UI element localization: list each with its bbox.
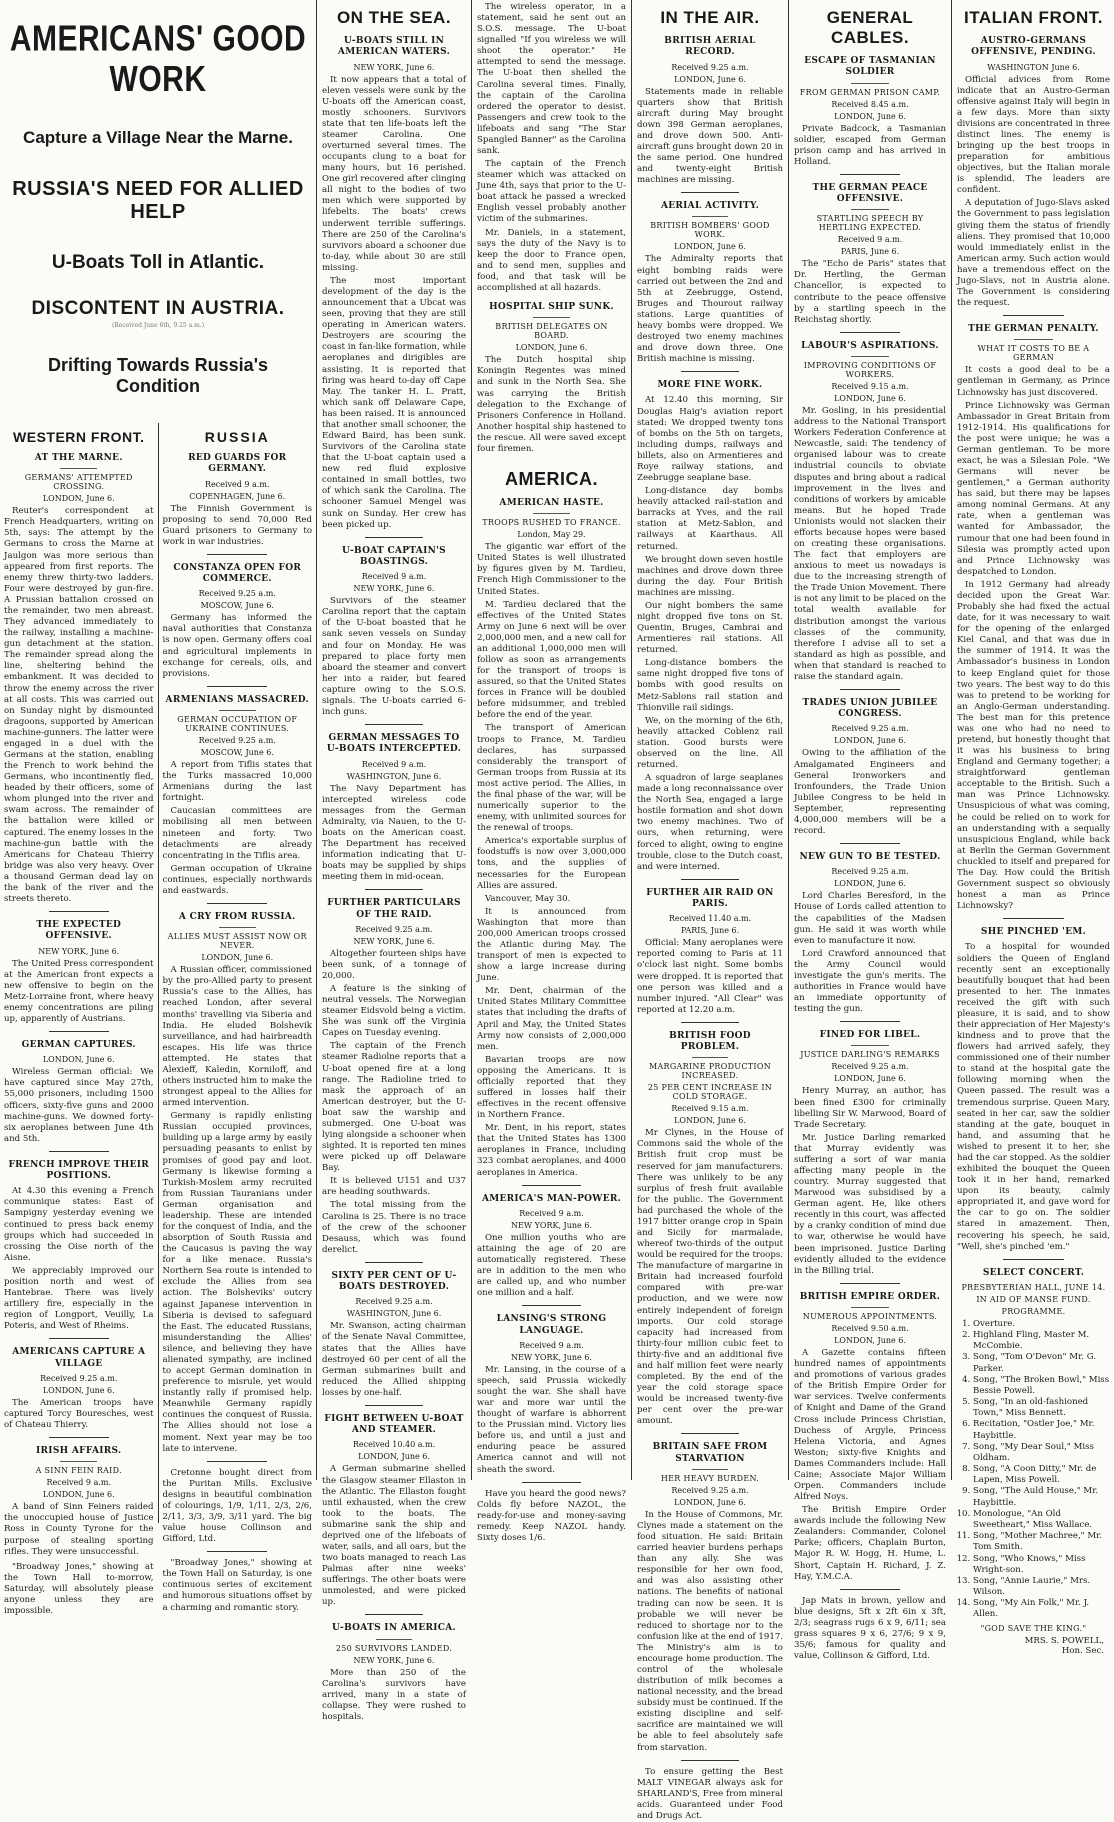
article-subheadline: BRITISH BOMBERS' GOOD WORK.	[650, 221, 770, 240]
article-paragraph: The gigantic war effort of the United States is well illustrated by figures given by M. Tardieu, French High Commissioner to the United States.	[477, 542, 626, 597]
divider	[522, 1305, 582, 1306]
article-paragraph: Mr. Lansing, in the course of a speech, said Prussia wickedly sought the war. She shall have war and more war until the thought of warfare is abhorrent to the Prussian mind. Victory lies before us, and until a just and enduring peace be assured America cannot and will not sheath the sword.	[477, 1364, 626, 1475]
article-paragraph: Mr. Daniels, in a statement, says the duty of the Navy is to keep the door to France open, and to send men, supplies and food, and that task will be accomplished at all hazards.	[477, 227, 626, 293]
article-subheadline: 250 SURVIVORS LANDED.	[335, 1643, 453, 1653]
article-dateline: LONDON, June 6.	[358, 1452, 430, 1462]
concert-programme	[973, 1319, 1110, 1621]
article-paragraph: It is believed U151 and U37 are heading southwards.	[322, 1176, 466, 1198]
article-headline: AMERICAN HASTE.	[499, 497, 604, 508]
article-received-time: Received 9 a.m.	[519, 1340, 584, 1350]
divider	[365, 1262, 423, 1263]
divider	[365, 537, 423, 538]
programme-item: 14. Song, "My Ain Folk," Mr. J. Allen.	[973, 1598, 1110, 1620]
article-subheadline: WHAT IT COSTS TO BE A GERMAN	[977, 344, 1090, 363]
concert-signature-title: Hon. Sec.	[1061, 1645, 1104, 1656]
article-paragraph: More than 250 of the Carolina's survivors have arrived, many in a state of collapse. They were rushed to hospitals.	[322, 1667, 466, 1722]
article-paragraph: The Dutch hospital ship Koningin Regentes was mined and sunk in the North Sea. She was carrying the British delegation to the Exchange of Prisoners Conference in Holland. Another hospital ship hastened to the rescue. All were saved except four firemen.	[477, 355, 626, 454]
article-subheadline: STARTLING SPEECH BY HERTLING EXPECTED.	[816, 214, 924, 233]
divider	[60, 468, 97, 469]
programme-item: 9. Song, "The Auld House," Mr. Haybittle.	[973, 1486, 1110, 1508]
divider	[851, 1307, 889, 1308]
article-paragraph: The British Empire Order awards include the following New Zealanders: Commander, Colonel Parke; officers, Chaplain Burton, Major R. W. Hogg, H. Hume, L. Short, Captain H. Richard, J. Z. Hay, Y.M.C.A.	[794, 1505, 946, 1582]
article-received-time: Received 9 a.m.	[361, 572, 427, 582]
article-paragraph: Official advices from Rome indicate that an Austro-German offensive against Italy will begin in a few days. More than sixty divisions are concentrated in three distinct lines. The enemy is bringing up the best troops in preparation for ambitious objectives, but the Italian morale is splendid. The leaders are confident.	[957, 74, 1110, 196]
article-received-time: Received 9 a.m.	[837, 235, 903, 245]
italian-articles	[957, 36, 1110, 1253]
article-dateline: WASHINGTON June 6.	[987, 62, 1080, 72]
divider	[840, 174, 901, 175]
article-paragraph: A feature is the sinking of neutral vessels. The Norwegian steamer Eidsvold being a victim. She was sunk off the Virginia Capes on Tuesday evening.	[322, 984, 466, 1039]
divider	[840, 689, 901, 690]
divider	[840, 843, 901, 844]
section-heading-russia: RUSSIA	[204, 429, 270, 445]
divider	[49, 1338, 109, 1339]
article-paragraph: It costs a good deal to be a gentleman in Germany, as Prince Lichnowsky has just discovered.	[957, 365, 1110, 398]
column-cables	[790, 2, 950, 1662]
article-subheadline: HER HEAVY BURDEN.	[660, 1473, 760, 1483]
article-paragraph: The most important development of the day is the announcement that a Ubcat was seen, proving that they are still operating in American waters. Destroyers are scouring the coast in fan-like formation, while aeroplanes and dirigibles are assisting. It is reported that firing was heard to-day off Cape May. The tanker H. L. Pratt, which sank off Delaware Cape, has been raised. It is announced that another small schooner, the Edward Baird, has been sunk. Survivors of the Carolina state that the U-boat captain used a new red fluid explosive contained in small bottles, two of which sank the Carolina. The schooner Samuel Mengel was sunk on Sunday. Her crew has been picked up.	[322, 275, 466, 530]
article-dateline: LONDON, June 6.	[42, 494, 115, 504]
article-paragraph: In 1912 Germany had already decided upon the Great War. Probably she had fixed the actual date, for it was necessary to wait for the opening of the enlarged Kiel Canal, and that was due in the summer of 1914. It was the Ambassador's business in London to keep England quiet for those two years. The best way to do this was to pretend to be working for an Anglo-German understanding. The best man for this pretence was one who had no need to pretend, but honestly thought that it was his business to bring England and Germany together; a straightforward gentleman acceptable to the British. Such a man was Prince Lichnowsky. Unsuspicious of what was coming, he could be relied on to work for an understanding with a sequally unsuspicious England, while back at Berlin the German Government chuckled to itself and prepared for The Day. How could the British Government suspect so obviously honest a man as Prince Lichnowsky?	[957, 579, 1110, 912]
article-dateline: NEW YORK, June 6.	[353, 1655, 435, 1665]
article-paragraph: A German submarine shelled the Glasgow steamer Ellaston in the Atlantic. The Ellaston fought until exhausted, when the crew took to the boats. The submarine sank the ship and deprived one of the lifeboats of water, sails, and all oars, but the two boats managed to reach Las Palmas after nine weeks' sufferings. The other boats were unmolested, and were picked up.	[322, 1464, 466, 1608]
programme-item: 12. Song, "Who Knows," Miss Wright-son.	[973, 1554, 1110, 1576]
article-received-time: Received 11.40 a.m.	[668, 914, 752, 924]
ad-sharlands-vinegar: To ensure getting the Best MALT VINEGAR always ask for SHARLAND'S, Free from mineral acids. Guaranteed under Food and Drugs Act.	[637, 1766, 783, 1821]
article-headline: THE EXPECTED OFFENSIVE.	[36, 920, 122, 942]
divider	[851, 83, 889, 84]
russia-articles	[163, 453, 313, 1455]
column-rule	[471, 0, 472, 1480]
cables-articles	[794, 56, 946, 1583]
divider	[207, 1551, 267, 1552]
article-headline: FIGHT BETWEEN U-BOAT AND STEAMER.	[324, 1413, 464, 1436]
article-received-time: Received 9 a.m.	[519, 1208, 584, 1218]
article-paragraph: We brought down seven hostile machines and drove down three during the day. Four British machines are missing.	[637, 554, 783, 598]
article-headline: THE GERMAN PEACE OFFENSIVE.	[812, 182, 928, 205]
america-articles	[477, 498, 626, 1476]
programme-item: 2. Highland Fling, Master M. McCombie.	[973, 1330, 1110, 1352]
article-paragraph: Long-distance bombers the same night dropped five tons of bombs with good results on Metz-Sablons rail station and Thionville rail sidings.	[637, 658, 783, 713]
programme-item: 7. Song, "My Dear Soul," Miss Oldham.	[973, 1442, 1110, 1464]
article-headline: IRISH AFFAIRS.	[36, 1446, 122, 1457]
article-paragraph: Mr. Swanson, acting chairman of the Senate Naval Committee, states that the Allies have destroyed 60 per cent of all the German submarines built and reduced the Allied shipping losses by one-half.	[322, 1321, 466, 1398]
article-headline: FURTHER PARTICULARS OF THE RAID.	[327, 898, 461, 920]
divider	[207, 554, 267, 555]
divider	[681, 879, 739, 880]
divider	[207, 686, 267, 687]
article-dateline: LONDON, June 6.	[674, 242, 746, 252]
article-headline: LABOUR'S ASPIRATIONS.	[801, 340, 939, 351]
article-paragraph: One million youths who are attaining the age of 20 are automatically registered. These are in addition to the men who are called up, and who number one million and a half.	[477, 1232, 626, 1299]
article-received-time: Received 9.25 a.m.	[671, 62, 749, 72]
concert-title: SELECT CONCERT.	[982, 1267, 1085, 1278]
article-dateline: LONDON, June 6.	[42, 1055, 115, 1065]
section-heading-sea: ON THE SEA.	[336, 8, 452, 27]
lead-subhead-2: RUSSIA'S NEED FOR ALLIED HELP	[12, 178, 304, 223]
article-paragraph: The "Echo de Paris" states that Dr. Hertling, the German Chancellor, is expected to contribute to the peace offensive by a startling speech in the Reichstag shortly.	[794, 259, 946, 325]
divider	[1003, 315, 1064, 316]
article-paragraph: America's exportable surplus of foodstuffs is now over 3,000,000 tons, and the supplies of necessaries for the European Allies are assured.	[477, 836, 626, 891]
article-headline: AMERICA'S MAN-POWER.	[481, 1193, 622, 1204]
ad-nazol: Have you heard the good news? Colds fly before NAZOL, the ready-for-use and money-saving remedy. Keep NAZOL handy. Sixty doses 1/6.	[477, 1488, 626, 1543]
article-received-time: Received 9.50 a.m.	[831, 1324, 909, 1334]
divider	[1003, 918, 1064, 919]
article-paragraph: Mr. Dent, chairman of the United States Military Committee states that including the drafts of April and May, the United States Army now consists of 2,000,000 men.	[477, 986, 626, 1052]
article-paragraph: Mr. Justice Darling remarked that Murray evidently was suffering a sort of war mania affecting many people in the country. Murray suggested that Marwood was subsidised by a German agent. He, like others recently in this court, was affected by a cranky condition of mind due to war, otherwise he would have been imprisoned. Justice Darling evidently alluded to the evidence in the Billing trial.	[794, 1132, 946, 1276]
article-headline: U-BOATS STILL IN AMERICAN WATERS.	[337, 36, 451, 58]
column-america	[473, 2, 630, 1543]
article-headline: SHE PINCHED 'EM.	[980, 927, 1087, 938]
article-paragraph: The Finnish Government is proposing to send 70,000 Red Guard prisoners to Germany to work in war industries.	[162, 503, 312, 547]
divider	[219, 710, 256, 711]
article-received-time: Received 9.25 a.m.	[40, 1373, 118, 1383]
sea2-articles	[477, 302, 626, 455]
article-paragraph: It now appears that a total of eleven vessels were sunk by the U-boats off the American coast, mostly schooners. Survivors state that ten life-boats left the steamer Carolina. One overturned several times. The occupants clung to a boat for many hours, but 16 perished. One girl recovered after clinging all night to the bodies of two men which were supported by lifebelts. The boats' crews underwent terrible sufferings. There are 250 of the Carolina's survivors aboard a schooner due to-day, while about 30 are still missing.	[322, 74, 466, 273]
divider	[681, 371, 739, 372]
divider	[49, 1151, 109, 1152]
article-dateline: PARIS, June 6.	[680, 926, 740, 936]
column-western	[4, 423, 159, 1617]
article-paragraph: M. Tardieu declared that the effectives of the United States Army on June 6 next will be over 2,000,000 men, and a new call for an additional 1,000,000 men will follow as soon as arrangements for the transport of troops is assured, so that the United States forces in France will be doubled before midsummer, and trebled before the end of the year.	[477, 599, 626, 721]
article-paragraph: The Admiralty reports that eight bombing raids were carried out between the 2nd and 5th at Zeebrugge, Ostend, Bruges and Thourout railway stations. Large quantities of heavy bombs were dropped. We destroyed two enemy machines and drove down three. One British machine is missing.	[637, 254, 783, 365]
article-headline: AT THE MARNE.	[34, 453, 123, 463]
lead-subhead-5: Drifting Towards Russia's Condition	[48, 355, 268, 396]
divider	[692, 216, 729, 217]
programme-item: 6. Recitation, "Ostler Joe," Mr. Haybittle.	[973, 1419, 1110, 1441]
article-subheadline: FROM GERMAN PRISON CAMP.	[799, 87, 941, 97]
lead-subhead-3: U-Boats Toll in Atlantic.	[51, 252, 265, 273]
sea-articles	[322, 36, 466, 1723]
article-subheadline: ALLIES MUST ASSIST NOW OR NEVER.	[167, 932, 307, 951]
divider	[840, 1021, 901, 1022]
article-subheadline: BRITISH DELEGATES ON BOARD.	[495, 322, 608, 341]
article-dateline: NEW YORK, June 6.	[38, 946, 120, 956]
article-paragraph: The total missing from the Carolina is 25. There is no trace of the crew of the schooner Desauss, which was found derelict.	[322, 1200, 466, 1255]
lead-subhead-note: (Received June 6th, 9.25 a.m.)	[111, 322, 205, 329]
article-paragraph: Wireless German official: We have captured since May 27th, 55,000 prisoners, including 1500 officers, sixty-five guns and 2000 machine-guns. We downed forty-six aeroplanes between June 4th and 5th.	[4, 1067, 154, 1144]
article-dateline: PARIS, June 6.	[840, 247, 900, 257]
concert-venue: PRESBYTERIAN HALL, JUNE 14.	[961, 1282, 1106, 1292]
article-headline: BRITISH FOOD PROBLEM.	[669, 1030, 751, 1053]
divider	[219, 927, 256, 928]
article-headline: LANSING'S STRONG LANGUAGE.	[496, 1314, 607, 1336]
ad-cretonne: Cretonne bought direct from the Puritan Mills. Exclusive designs in beautiful combination of colourings, 1/9, 1/11, 2/3, 2/6, 2/11, 3/3, 3/9, 3/11 yard. The big value house Collinson and Gifford, Ltd.	[162, 1467, 312, 1545]
article-headline: SIXTY PER CENT OF U-BOATS DESTROYED.	[331, 1270, 457, 1293]
lead-headline: AMERICANS' GOOD WORK	[9, 19, 307, 100]
article-paragraph: Mr. Dent, in his report, states that the United States has 1300 aeroplanes in France, including 323 combat aeroplanes, and 4000 aeroplanes in America.	[477, 1123, 626, 1178]
article-paragraph: The United Press correspondent at the American front expects a new offensive to begin on the Metz-Lorraine front, where heavy enemy concentrations are piling up, apparently of Austrians.	[4, 958, 154, 1024]
article-subheadline: A SINN FEIN RAID.	[35, 1466, 122, 1476]
article-paragraph: We, on the morning of the 6th, heavily attacked Coblenz rail station. Good bursts were observed on the line. All returned.	[637, 715, 783, 770]
divider	[1003, 1259, 1064, 1260]
divider	[522, 1482, 582, 1483]
article-paragraph: The wireless operator, in a statement, said he sent out an S.O.S. message. The U-boat signalled "If you wireless we will shoot the operator." He attempted to send the message. The U-boat then shelled the Carolina several times. Finally, the captain of the Carolina ordered the operator to desist. Passengers and crew took to the lifeboats and sang "The Star Spangled Banner" as the Carolina sank.	[477, 2, 626, 157]
article-headline: AMERICANS CAPTURE A VILLAGE	[12, 1347, 146, 1369]
concert-signature: MRS. S. POWELL,	[1024, 1635, 1104, 1646]
divider	[692, 1469, 729, 1470]
article-headline: TRADES UNION JUBILEE CONGRESS.	[802, 697, 938, 720]
article-paragraph: At 12.40 this morning, Sir Douglas Haig's aviation report stated: We dropped twenty tons of bombs on the 5th on targets, including dumps, railways and billets, also on Armentieres and Roye railway stations, and Zeebrugge seaplane base.	[637, 395, 783, 484]
column-sea	[318, 2, 470, 1722]
column-rule	[316, 0, 317, 1480]
column-russia	[159, 423, 313, 1613]
article-headline: NEW GUN TO BE TESTED.	[799, 852, 941, 863]
article-received-time: Received 9.25 a.m.	[198, 736, 276, 746]
article-dateline: LONDON, June 6.	[515, 343, 588, 353]
article-dateline: LONDON, June 6.	[42, 1385, 115, 1395]
divider	[681, 1022, 739, 1023]
article-paragraph: A Gazette contains fifteen hundred names of appointments and promotions of various grades of the British Empire Order for war services. Twelve conferments of Knight and Dame of the Grand Cross include Princess Christian, Duchess of Argyle, Princess Helena Victoria, and Agnes Weston; sixty-five Knights and Dames Commanders include: Hall Caine; Associate Major William Orpen. Commanders include Alfred Noys.	[794, 1348, 946, 1503]
article-received-time: Received 9.25 a.m.	[831, 724, 909, 734]
column-rule	[951, 0, 952, 1480]
article-subheadline: IMPROVING CONDITIONS OF WORKERS.	[803, 361, 937, 380]
article-paragraph: Our night bombers the same night dropped five tons on St. Quentin, Bruges, Cambrai and Armentieres rail stations. All returned.	[637, 600, 783, 656]
programme-item: 1. Overture.	[973, 1319, 1110, 1330]
lead-subhead-1: Capture a Village Near the Marne.	[23, 128, 293, 147]
article-paragraph: Germany has informed the naval authorities that Constanza is now open. Germany offers coal and agricultural implements in exchange for cereals, oils, and provisions.	[162, 613, 312, 679]
ad-broadway-jones-2: "Broadway Jones," showing at the Town Hall on Saturday, is one continuous series of excitement and humorous situations offset by a charming and romantic story.	[162, 1558, 312, 1613]
article-dateline: NEW YORK, June 6.	[353, 584, 435, 594]
article-paragraph: It is announced from Washington that more than 200,000 American troops crossed the Atlantic during May. The transport of men is expected to show a large increase during June.	[477, 906, 626, 984]
article-paragraph: A Russian officer, commissioned by the pro-Allied party to present Russia's case to the Allies, has reached London, after several months' travelling via Siberia and India. He eluded Bolshevik surveillance, and had hairbreadth escapes. His life was thrice attempted. He states that Alexieff, Kaledin, Korniloff, and others instructed him to make the strongest appeal to the Allies for armed intervention.	[162, 965, 312, 1109]
article-paragraph: Statements made in reliable quarters show that British aircraft during May brought down 398 German aeroplanes, and drove down 500. Anti-aircraft guns brought down 20 in the same period. One hundred and twenty-eight British machines are missing.	[637, 86, 783, 186]
article-headline: A CRY FROM RUSSIA.	[178, 911, 296, 922]
divider	[681, 1433, 739, 1434]
article-received-time: Received 9.25 a.m.	[671, 1485, 749, 1495]
divider	[365, 889, 423, 890]
article-paragraph: At 4.30 this evening a French communique states: East of Sampigny yesterday evening we continued to press back enemy groups which had succeeded in crossing the Oise north of the Aisne.	[4, 1186, 154, 1263]
divider	[49, 1031, 109, 1032]
article-dateline: LONDON, June 6.	[42, 1490, 115, 1500]
programme-item: 11. Song, "Mother Machree," Mr. Tom Smith.	[973, 1531, 1110, 1553]
divider	[60, 1461, 97, 1462]
article-dateline: LONDON, June 6.	[834, 1074, 906, 1084]
article-headline: AUSTRO-GERMANS OFFENSIVE, PENDING.	[971, 36, 1096, 58]
article-headline: MORE FINE WORK.	[657, 380, 763, 391]
article-paragraph: We appreciably improved our position north and west of Hantebrae. There was lively artillery fire, especially in the region of Longport, Veuilly, La Poteris, and West of Rheims.	[4, 1265, 154, 1332]
column-rule	[631, 0, 632, 1480]
article-received-time: Received 9 a.m.	[204, 479, 270, 489]
column-air	[633, 2, 787, 1821]
article-received-time: Received 10.40 a.m.	[352, 1440, 436, 1450]
section-heading-america: AMERICA.	[505, 468, 598, 489]
article-dateline: LONDON, June 6.	[674, 74, 746, 84]
article-dateline: MOSCOW, June 6.	[200, 748, 274, 758]
concert-closing: "GOD SAVE THE KING."	[980, 1623, 1087, 1633]
article-paragraph: To a hospital for wounded soldiers the Queen of England recently sent an exceptionally beautifully bouquet that had been presented to her. The inmates received the gift with such pleasure, it is said, and to show their appreciation of Her Majesty's kindness and to prove that the flowers had arrived safely, they commissioned one of their number to stand at the hospital gate the following morning when the Queen passed. The result was a tremendous surprise. Queen Mary, seated in her car, saw the soldier standing at the gate, bouquet in hand, and assuming that he wished to present it to her, she had the car stopped. As the soldier exhibited the bouquet the Queen took it in her hand, remarked upon its beauty, calmly appropriated it, and gave word for the car to go on. The soldier stared in amazement. Then, recovering his speech, he said, "Well, she's pinched 'em."	[957, 942, 1110, 1252]
divider	[522, 1185, 582, 1186]
article-headline: FURTHER AIR RAID ON PARIS.	[646, 887, 774, 910]
article-dateline: MOSCOW, June 6.	[200, 601, 274, 611]
article-dateline: LONDON, June 6.	[834, 394, 906, 404]
article-headline: THE GERMAN PENALTY.	[968, 324, 1099, 335]
article-paragraph: Mr Clynes, in the House of Commons said the whole of the British fruit crop must be reserved for jam manufacturers. There was unlikely to be any surplus of fresh fruit available for the public. The Government had purchased the whole of the 1917 bitter orange crop in Spain and Sicily for marmalade, whereof two-thirds of the output would be required for the troops. The manufacture of margarine in Britain had increased fourfold compared with pre-war production, and we were now entirely independent of foreign imports. Our cold storage capacity had increased from thirty-four million cubic feet to thirty-five and an additional five and half million feet were nearly completed. By the end of the year the cold storage space would be increased twenty-five per cent over the pre-war amount.	[637, 1128, 783, 1427]
article-received-time: Received 9.25 a.m.	[355, 924, 433, 934]
divider	[692, 1057, 729, 1058]
article-dateline: London, May 29.	[517, 530, 586, 540]
article-dateline: LONDON, June 6.	[201, 953, 274, 963]
article-paragraph: A report from Tiflis states that the Turks massacred 10,000 Armenians during the last fortnight.	[162, 760, 312, 804]
article-dateline: NEW YORK, June 6.	[511, 1352, 592, 1362]
western-articles	[4, 453, 154, 1558]
article-paragraph: Vancouver, May 30.	[485, 893, 571, 904]
divider	[365, 1405, 423, 1406]
divider	[851, 209, 889, 210]
sea-continued	[477, 2, 626, 294]
article-headline: RED GUARDS FOR GERMANY.	[188, 453, 287, 475]
divider	[681, 192, 739, 193]
section-heading-cables: GENERAL CABLES.	[826, 8, 914, 47]
article-headline: U-BOATS IN AMERICA.	[332, 1623, 456, 1634]
article-paragraph: Mr. Gosling, in his presidential address to the National Transport Workers Federation Conference at Newcastle, said: The tendency of organised labour was to create industrial councils to obviate disputes and bring about a radical improvement in the lives and conditions of workers by amicable means. But he hoped Trade Unionists would not slacken their efforts because hopes were based on creating these organisations. The fact that employers are anxious to meet us nowadays is due to the increasing strength of the Trade Union Movement. There is not any limit to be placed on the total wealth available for distribution amongst the various classes of the community, therefore I advise all to set a standard as high as possible, and when that standard is reached to raise the standard again.	[794, 406, 946, 682]
article-received-time: Received 9 a.m.	[46, 1478, 112, 1488]
article-headline: CONSTANZA OPEN FOR COMMERCE.	[173, 562, 302, 585]
air-articles	[637, 36, 783, 1754]
article-paragraph: Lord Crawford announced that the Army Council would investigate the gun's merits. The authorities in France would have an immediate opportunity of testing the gun.	[794, 948, 946, 1015]
article-headline: GERMAN MESSAGES TO U-BOATS INTERCEPTED.	[326, 733, 462, 755]
divider	[840, 1283, 901, 1284]
article-received-time: Received 9.25 a.m.	[831, 867, 909, 877]
article-dateline: NEW YORK, June 6.	[353, 62, 435, 72]
article-paragraph: Caucasian committees are mobilising all men between nineteen and forty. Two detachments are already concentrating in the Tiflis area.	[162, 806, 312, 861]
article-paragraph: The captain of the French steamer Radiolne reports that a U-boat opened fire at a long range. The Radioline tried to mask the approach of an American destroyer, but the U-boat saw the warship and submerged. One U-boat was lying alongside a schooner when sighted. It is reported ten mines were picked up off Delaware Bay.	[322, 1041, 466, 1174]
article-dateline: NEW YORK, June 6.	[511, 1220, 592, 1230]
article-dateline: WASHINGTON, June 6.	[346, 771, 442, 781]
article-paragraph: German occupation of Ukraine continues, especially northwards and eastwards.	[162, 863, 312, 896]
article-dateline: WASHINGTON, June 6.	[346, 1309, 442, 1319]
section-heading-air: IN THE AIR.	[660, 8, 760, 27]
article-headline: BRITAIN SAFE FROM STARVATION	[652, 1442, 768, 1464]
article-paragraph: Reuter's correspondent at French Headquarters, writing on 5th, says: The attempt by the Germans to cross the Marne at Jaulgon was more serious than appeared from first reports. The enemy threw thirty-two ladders. Four were destroyed by gun-fire. A Prussian battalion crossed on the remainder, two men abreast. They advanced immediately to the railway, installing a machine-gun detachment at the station. The remainder spread along the line, sheltering behind the embankment. It was decided to throw the enemy across the river at all costs. This was carried out on Sunday night by dismounted dragoons, supported by American machine-gunners. The latter were engaged in a duel with the Germans at the station, enabling the French to work behind the Germans, who incontinently fled, headed by their officers, some of whom plunged into the river and swam across. The remainder of the battalion were killed or captured. The enemy losses in the machine-gun battle with the Americans for Chateau Thierry bridge was also very heavy. Over a thousand German dead lay on the bank of the river and the streets thereto.	[4, 506, 154, 904]
article-received-time: Received 9.15 a.m.	[671, 1104, 749, 1114]
article-paragraph: Private Badcock, a Tasmanian soldier, escaped from German prison camp and has arrived in Holland.	[794, 123, 946, 167]
programme-item: 13. Song, "Annie Laurie," Mrs. Wilson.	[973, 1576, 1110, 1598]
article-headline: BRITISH EMPIRE ORDER.	[799, 1291, 941, 1302]
article-received-time: Received 9.15 a.m.	[831, 382, 909, 392]
article-headline: U-BOAT CAPTAIN'S BOASTINGS.	[342, 545, 446, 567]
divider	[365, 1614, 423, 1615]
article-subheadline: GERMAN OCCUPATION OF UKRAINE CONTINUES.	[177, 715, 298, 734]
section-heading-italian: ITALIAN FRONT.	[964, 8, 1103, 27]
divider	[1014, 339, 1052, 340]
article-headline: HOSPITAL SHIP SUNK.	[489, 302, 614, 313]
article-received-time: Received 8.45 a.m.	[831, 99, 909, 109]
divider	[207, 1461, 267, 1462]
article-received-time: Received 9.25 a.m.	[198, 589, 276, 599]
divider	[851, 1045, 889, 1046]
article-dateline: LONDON, June 6.	[834, 111, 906, 121]
article-paragraph: Lord Charles Beresford, in the House of Lords called attention to the capabilities of the Madsen gun. He said it was worth while even to manufacture it now.	[794, 891, 946, 946]
divider	[49, 1437, 109, 1438]
programme-item: 4. Song, "The Broken Bowl," Miss Bessie Powell.	[973, 1375, 1110, 1397]
article-paragraph: Owing to the affiliation of the Amalgamated Engineers and General Ironworkers and Ironfounders, the Trade Union Jubilee Congress to be held in September, representing 4,000,000 members will be a record.	[794, 748, 946, 837]
article-headline: FINED FOR LIBEL.	[819, 1030, 921, 1041]
divider	[681, 1760, 739, 1761]
article-paragraph: The American troops have captured Torcy Bouresches, west of Chateau Thierry.	[4, 1397, 154, 1430]
article-dateline: COPENHAGEN, June 6.	[189, 491, 286, 501]
divider	[840, 1589, 901, 1590]
article-headline: FRENCH IMPROVE THEIR POSITIONS.	[8, 1159, 150, 1182]
article-dateline: LONDON, June 6.	[674, 1497, 746, 1507]
lead-subhead-4: DISCONTENT IN AUSTRIA.	[31, 298, 285, 319]
article-paragraph: Altogether fourteen ships have been sunk, of a tonnage of 20,000.	[322, 948, 466, 981]
article-paragraph: A band of Sinn Feiners raided the unoccupied house of Justice Ross in County Tyrone for the purpose of stealing sporting rifles. They were unsuccessful.	[4, 1502, 154, 1557]
article-headline: ARMENIANS MASSACRED.	[165, 694, 309, 705]
article-paragraph: The captain of the French steamer which was attacked on June 4th, says that prior to the U-boat attack he passed a wrecked English vessel probably another victim of the submarines.	[477, 159, 626, 225]
article-paragraph: The Navy Department has intercepted wireless code messages from the German Admiralty, via Nauen, to the U-boats on the American coast. The Department has received information indicating that U-boats may be supplied by ships meeting them in mid-ocean.	[322, 783, 466, 883]
article-paragraph: Henry Murray, an author, has been fined £300 for criminally libelling Sir W. Marwood, Board of Trade Secretary.	[794, 1086, 946, 1130]
article-subheadline: GERMANS' ATTEMPTED CROSSING.	[24, 473, 133, 492]
article-paragraph: Long-distance day bombs heavily attacked rail-station and barracks at Yves, and the rail station at Metz-Sablon, and railways at Kaarthaus. All returned.	[637, 486, 783, 552]
article-paragraph: The transport of American troops to France, M. Tardieu declares, has surpassed considerably the transport of German troops from Russia at its most active period. The Allies, in the final phase of the war, will be numerically superior to the enemy, with unlimited sources for the renewal of troops.	[477, 723, 626, 834]
article-subheadline: TROOPS RUSHED TO FRANCE.	[482, 518, 621, 528]
section-heading-western: WESTERN FRONT.	[13, 429, 145, 445]
article-paragraph: A squadron of large seaplanes made a long reconnaissance over the North Sea, engaged a large hostile formation and shot down two enemy machines. Two of ours, when returning, were forced to alight, owing to engine trouble, close to the Dutch coast, and were interned.	[637, 773, 783, 872]
divider	[376, 1639, 412, 1640]
article-received-time: Received 9 a.m.	[361, 759, 427, 769]
concert-programme-title: PROGRAMME.	[1001, 1306, 1066, 1316]
article-subheadline: NUMEROUS APPOINTMENTS.	[802, 1312, 938, 1322]
article-paragraph: Survivors of the steamer Carolina report that the captain of the U-boat boasted that he sank seven vessels on Sunday and four on Monday. He was prepared to place forty men aboard the steamer and convert her into a raider, but feared capture owing to the S.O.S. signals. The U-boats carried 6-inch guns.	[322, 596, 466, 717]
article-received-time: Received 9.25 a.m.	[355, 1297, 433, 1307]
divider	[851, 356, 889, 357]
divider	[533, 317, 570, 318]
programme-item: 8. Song, "A Coon Ditty," Mr. de Lapen, Miss Powell.	[973, 1464, 1110, 1486]
divider	[207, 903, 267, 904]
column-italian	[953, 2, 1114, 1656]
article-headline: GERMAN CAPTURES.	[21, 1040, 136, 1051]
article-dateline: LONDON, June 6.	[674, 1116, 746, 1126]
divider	[365, 724, 423, 725]
divider	[49, 911, 109, 912]
article-subheadline-2: 25 PER CENT INCREASE IN COLD STORAGE.	[647, 1083, 773, 1102]
article-subheadline: MARGARINE PRODUCTION INCREASED.	[648, 1062, 772, 1081]
article-dateline: LONDON, June 6.	[834, 879, 906, 889]
article-dateline: LONDON, June 6.	[834, 736, 906, 746]
article-subheadline: JUSTICE DARLING'S REMARKS	[800, 1050, 940, 1060]
programme-item: 5. Song, "In an old-fashioned Town," Miss Bennett.	[973, 1397, 1110, 1419]
programme-item: 10. Monologue, "An Old Sweetheart," Miss Wallace.	[973, 1509, 1110, 1531]
article-dateline: LONDON, June 6.	[834, 1336, 906, 1346]
concert-aid: IN AID OF MANSE FUND.	[976, 1294, 1091, 1304]
article-paragraph: A deputation of Jugo-Slavs asked the Government to pass legislation giving them the status of friendly aliens. They promised that 10,000 would immediately enlist in the American army. Such action would have a tremendous effect on the Jugo-Slavs, not in Austria alone. The Government is considering the request.	[957, 198, 1110, 309]
column-lead-western	[0, 2, 316, 1617]
article-headline: ESCAPE OF TASMANIAN SOLDIER	[804, 56, 936, 78]
article-headline: BRITISH AERIAL RECORD.	[664, 36, 756, 58]
article-paragraph: Germany is rapidly enlisting Russian occupied provinces, building up a large army by easily persuading peasants to enlist by promises of good pay and loot. Germany is likewise forming a Turkish-Moslem army recruited from Russian Tauranians under German organisation and leadership. These are intended for the conquest of India, and the absorption of South Russia and the Caucasus is paving the way for a like menace. Russia's Northern Sea route is intended to exclude the Allies from sea action. The Bolsheviks' outcry against Japanese intervention in Siberia is devised to safeguard the East. The educated Russians, misunderstanding the Allies' silence, and believing they have alienated sympathy, are inclined to accept German domination in preference to misrule, yet would instantly rally if promised help. Meanwhile Germany rapidly continues the conquest of Russia. The Allies should not lose a moment. Next year may be too late to intervene.	[162, 1111, 312, 1454]
ad-broadway-jones: "Broadway Jones," showing at the Town Hall to-morrow, Saturday, will absolutely please anyone unless they are impossible.	[4, 1561, 154, 1617]
article-headline: AERIAL ACTIVITY.	[660, 201, 760, 212]
article-dateline: NEW YORK, June 6.	[353, 936, 435, 946]
article-paragraph: In the House of Commons, Mr. Clynes made a statement on the food situation. He said: Britain carried heavier burdens perhaps than any ally. She was responsible for her own food, and was also assisting other nations. The benefits of national trading can now be seen. It is probable we will never be reduced to shortage nor to the confusion like at the end of 1917. The Ministry's aim is to encourage home production. The control of the wholesale distribution of milk becomes a national necessity, and the bread subsidy must be continued. If the existing discipline and self-sacrifice are maintained we will be able to feel absolutely safe from starvation.	[637, 1509, 784, 1753]
divider	[840, 332, 901, 333]
article-paragraph: Bavarian troops are now opposing the Americans. It is officially reported that they suffered in losses half their effectives in the recent offensive in Northern France.	[477, 1054, 626, 1121]
programme-item: 3. Song, "Tom O'Devon" Mr. G. Parker.	[973, 1352, 1110, 1374]
article-paragraph: Official: Many aeroplanes were reported coming to Paris at 11 o'clock last night. Some bombs were dropped. It is reported that one person was killed and a number injured. "All Clear" was reported at 12.20 a.m.	[637, 938, 783, 1015]
lead-subcolumns	[4, 423, 312, 1617]
divider	[533, 513, 570, 514]
column-rule	[788, 0, 789, 1480]
ad-jap-mats: Jap Mats in brown, yellow and blue designs, 5ft x 2ft 6in x 3ft, 2/3; seagrass rugs 6 x 9, 6/11; sea grass squares 9 x 6, 27/6; 9 x 9, 35/6; famous for quality and value, Collinson & Gifford, Ltd.	[794, 1595, 946, 1662]
article-paragraph: Prince Lichnowsky was German Ambassador in Great Britain from 1912-1914. His qualifications for the post were unique; he was a German gentleman. To be more exact, he was a Silesian Pole. "We Germans will never be gentlemen," a German authority has said, but there may be lapses among nominal Germans. At any rate, when a gentleman was wanted for Ambassador, the rumour that one had been found in Silesia was promptly acted upon and Prince Lichnowsky was despatched to London.	[957, 400, 1110, 577]
article-received-time: Received 9.25 a.m.	[831, 1062, 909, 1072]
